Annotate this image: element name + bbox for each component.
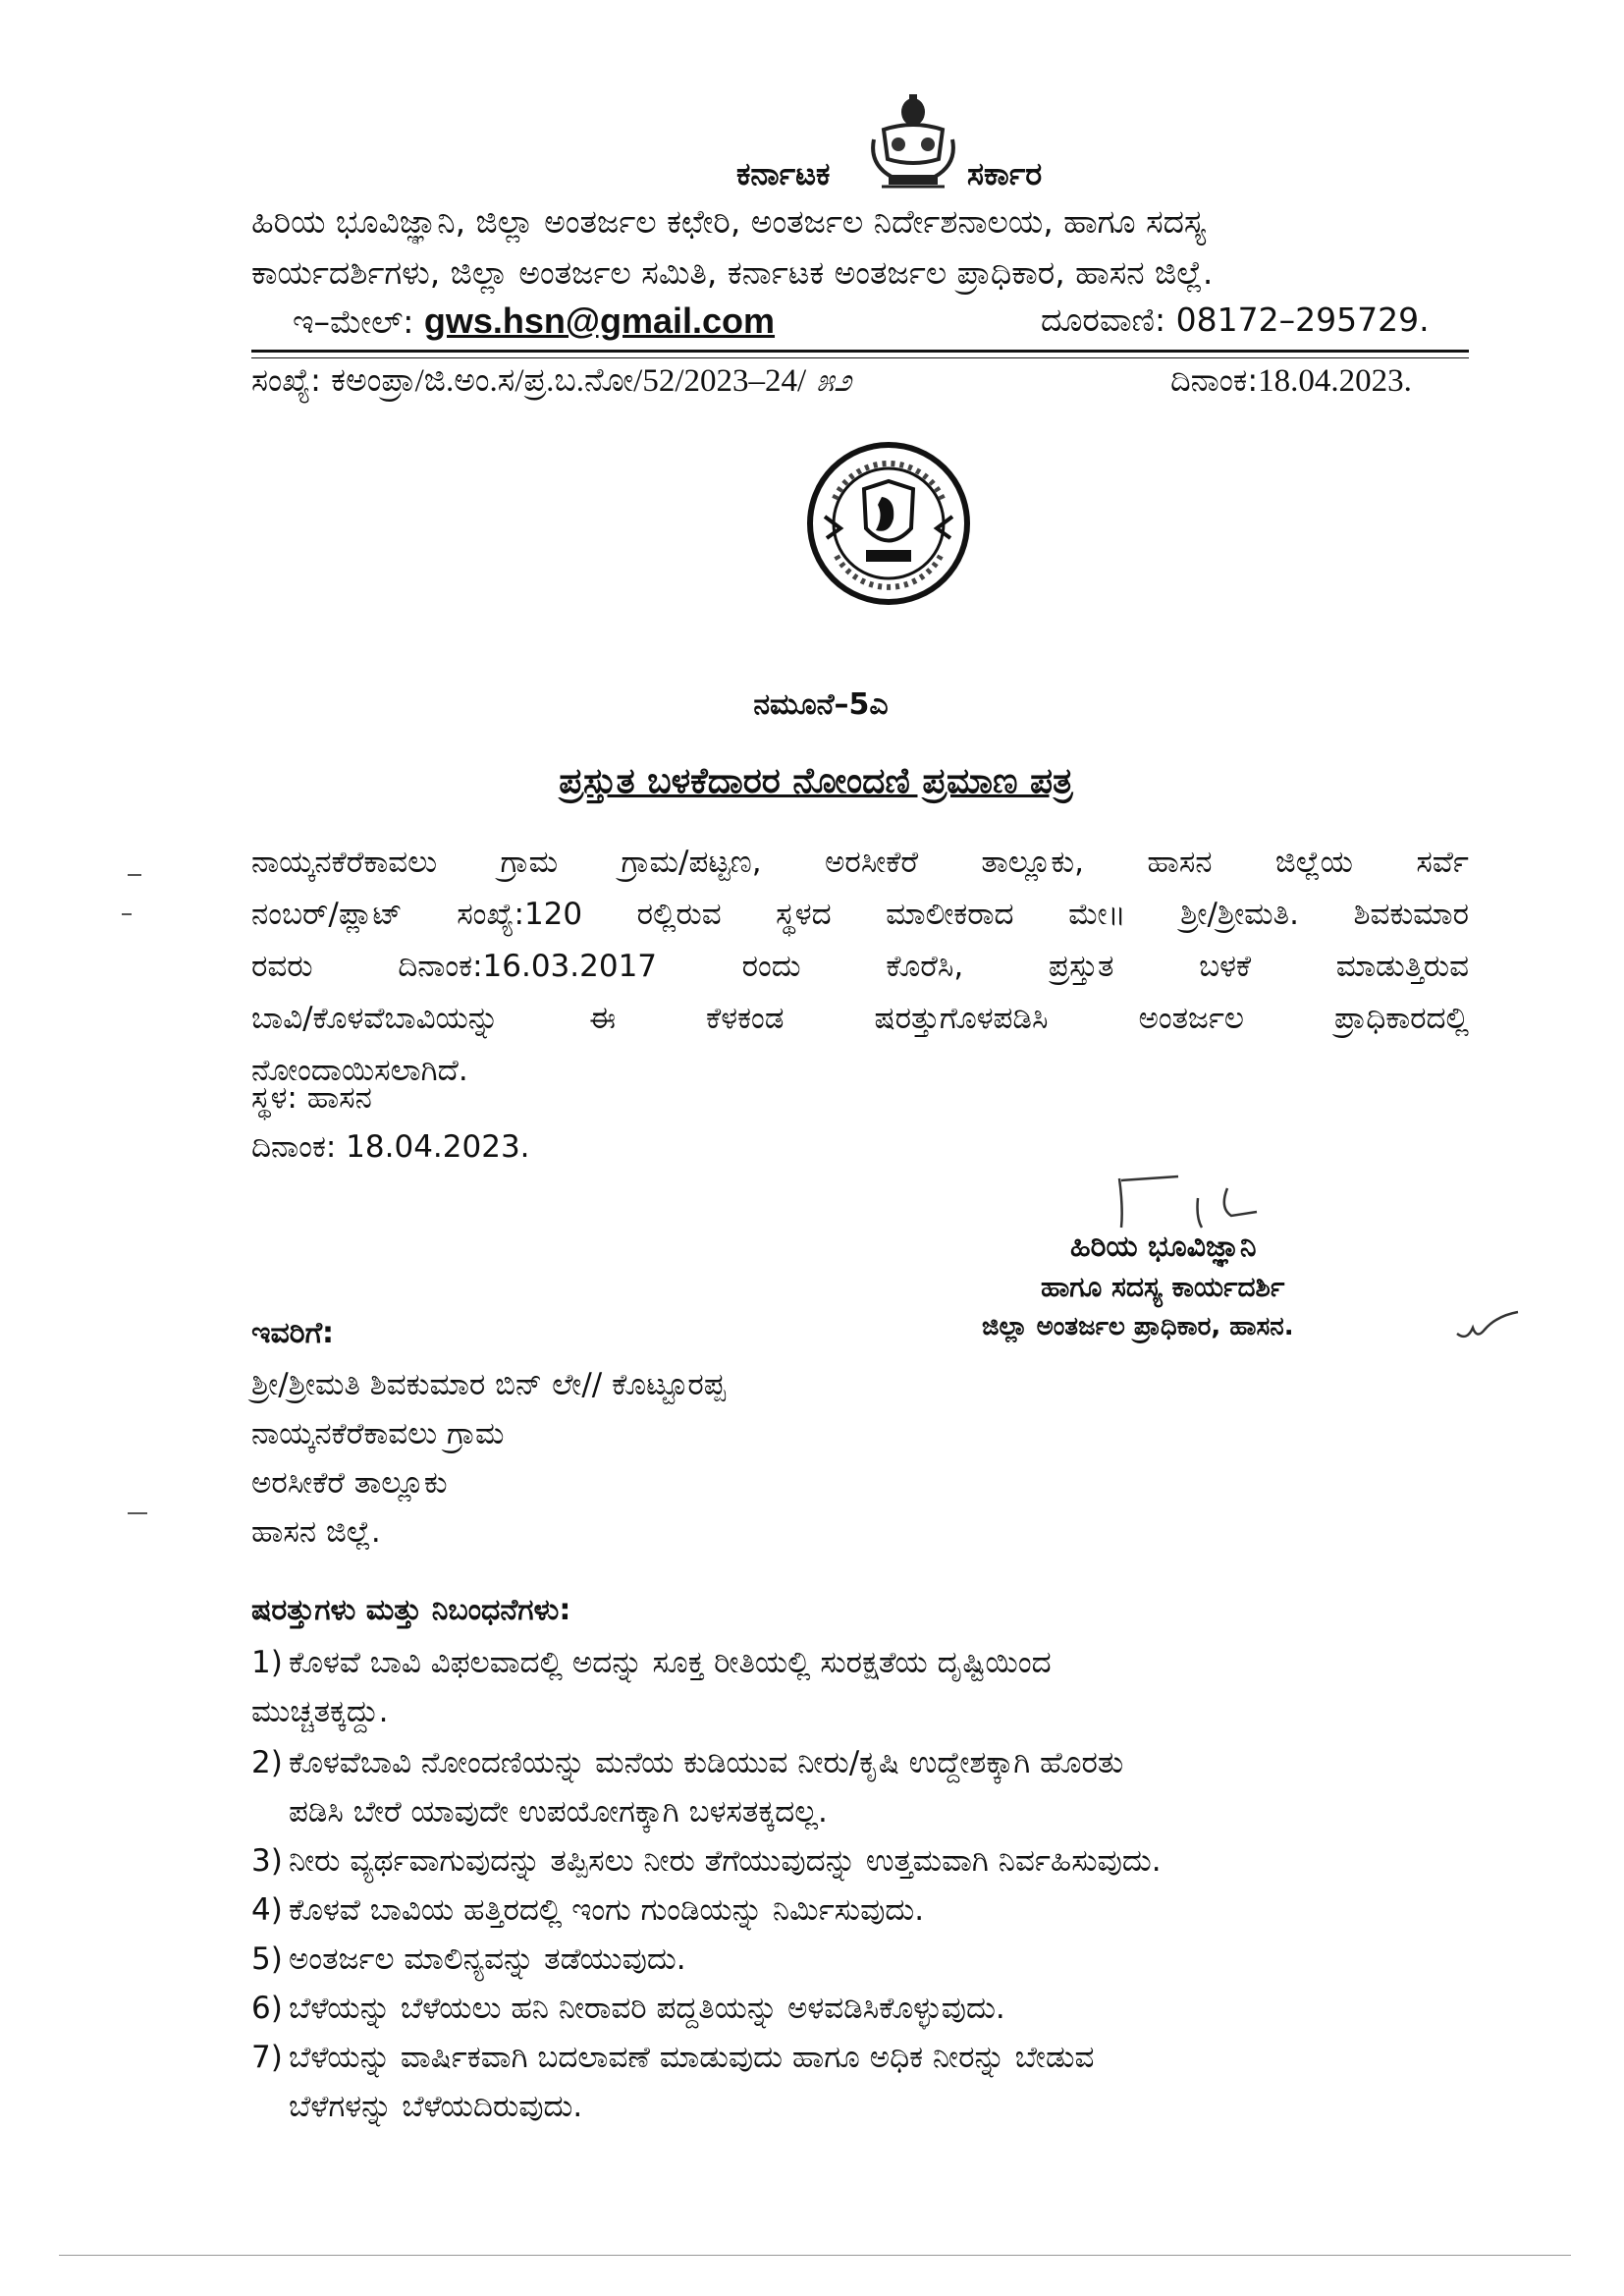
term-number: 4) bbox=[251, 1892, 283, 1928]
email-label: ಇ–ಮೇಲ್: bbox=[293, 302, 414, 341]
signatory-designation: ಹಿರಿಯ ಭೂವಿಜ್ಞಾನಿ bbox=[1070, 1230, 1257, 1264]
term-text: ಕೊಳವೆ ಬಾವಿ ವಿಫಲವಾದಲ್ಲಿ ಅದನ್ನು ಸೂಕ್ತ ರೀತಿಯಲ್ಲಿ ಸುರಕ್ಷತೆಯ ದೃಷ್ಟಿಯಿಂದ bbox=[289, 1645, 1052, 1680]
body-line-4: ಬಾವಿ/ಕೊಳವೆಬಾವಿಯನ್ನು ಈ ಕೆಳಕಂಡ ಷರತ್ತುಗೊಳಪಡಿಸಿ ಅಂತರ್ಜಲ ಪ್ರಾಧಿಕಾರದಲ್ಲಿ bbox=[251, 1001, 1469, 1036]
term-item-1 bbox=[251, 1638, 1489, 1736]
ref-value: ಕಅಂಪ್ರಾ/ಜಿ.ಅಂ.ಸ/ಪ್ರ.ಬ.ನೋ/52/2023–24/ bbox=[331, 363, 807, 399]
scan-mark bbox=[122, 913, 132, 915]
term-text-cont: ಪಡಿಸಿ ಬೇರೆ ಯಾವುದೇ ಉಪಯೋಗಕ್ಕಾಗಿ ಬಳಸತಕ್ಕದಲ್ಲ. bbox=[289, 1794, 828, 1830]
phone-label: ದೂರವಾಣಿ: bbox=[1041, 301, 1166, 339]
recipient-label: ಇವರಿಗೆ: bbox=[251, 1316, 335, 1350]
signatory-office: ಜಿಲ್ಲಾ ಅಂತರ್ಜಲ ಪ್ರಾಧಿಕಾರ, ಹಾಸನ. bbox=[982, 1312, 1294, 1341]
recipient-line-1: ಶ್ರೀ/ಶ್ರೀಮತಿ ಶಿವಕುಮಾರ ಬಿನ್ ಲೇ// ಕೊಟ್ಟೂರಪ್ಪ bbox=[251, 1367, 726, 1402]
office-line-1: ಹಿರಿಯ ಭೂವಿಜ್ಞಾನಿ, ಜಿಲ್ಲಾ ಅಂತರ್ಜಲ ಕಛೇರಿ, ಅಂತರ್ಜಲ ನಿರ್ದೇಶನಾಲಯ, ಹಾಗೂ ಸದಸ್ಯ bbox=[251, 202, 1207, 241]
term-number: 7) bbox=[251, 2040, 283, 2075]
term-item-5 bbox=[251, 1935, 1489, 1984]
recipient-line-2: ನಾಯ್ಕನಕೆರೆಕಾವಲು ಗ್ರಾಮ bbox=[251, 1416, 505, 1451]
scan-edge-line bbox=[59, 2255, 1571, 2256]
term-text: ಕೊಳವೆ ಬಾವಿಯ ಹತ್ತಿರದಲ್ಲಿ ಇಂಗು ಗುಂಡಿಯನ್ನು ನಿರ್ಮಿಸುವುದು. bbox=[289, 1892, 925, 1928]
header-divider-thin bbox=[251, 357, 1469, 358]
term-text: ಕೊಳವೆಬಾವಿ ನೋಂದಣಿಯನ್ನು ಮನೆಯ ಕುಡಿಯುವ ನೀರು/ಕೃಷಿ ಉದ್ದೇಶಕ್ಕಾಗಿ ಹೊರತು bbox=[289, 1745, 1124, 1780]
ref-label: ಸಂಖ್ಯೆ: bbox=[251, 361, 321, 399]
phone-row bbox=[1041, 301, 1430, 340]
date-of-issue: ದಿನಾಂಕ: 18.04.2023. bbox=[251, 1129, 530, 1165]
term-number: 6) bbox=[251, 1991, 283, 2026]
state-name-left: ಕರ್ನಾಟಕ bbox=[736, 155, 831, 192]
header-divider-thick bbox=[251, 350, 1469, 353]
terms-heading: ಷರತ್ತುಗಳು ಮತ್ತು ನಿಬಂಧನೆಗಳು: bbox=[251, 1593, 571, 1627]
term-number: 3) bbox=[251, 1843, 283, 1879]
body-line-3: ರವರು ದಿನಾಂಕ:16.03.2017 ರಂದು ಕೊರೆಸಿ, ಪ್ರಸ್ತುತ ಬಳಕೆ ಮಾಡುತ್ತಿರುವ bbox=[251, 949, 1469, 984]
ref-date-value: 18.04.2023. bbox=[1258, 363, 1412, 399]
office-line-2: ಕಾರ್ಯದರ್ಶಿಗಳು, ಜಿಲ್ಲಾ ಅಂತರ್ಜಲ ಸಮಿತಿ, ಕರ್ನಾಟಕ ಅಂತರ್ಜಲ ಪ್ರಾಧಿಕಾರ, ಹಾಸನ ಜಿಲ್ಲೆ. bbox=[251, 253, 1214, 292]
signature-block bbox=[982, 1169, 1512, 1355]
term-item-7 bbox=[251, 2033, 1489, 2131]
state-name-right: ಸರ್ಕಾರ bbox=[967, 155, 1043, 192]
certificate-body bbox=[251, 837, 1469, 1097]
term-item-2 bbox=[251, 1738, 1489, 1836]
reference-date bbox=[1170, 361, 1412, 400]
term-text-cont: ಬೆಳೆಗಳನ್ನು ಬೆಳೆಯದಿರುವುದು. bbox=[289, 2089, 583, 2124]
place-of-issue: ಸ್ಥಳ: ಹಾಸನ bbox=[251, 1080, 372, 1116]
body-line-1: ನಾಯ್ಕನಕೆರೆಕಾವಲು ಗ್ರಾಮ ಗ್ರಾಮ/ಪಟ್ಟಣ, ಅರಸೀಕೆರೆ ತಾಲ್ಲೂಕು, ಹಾಸನ ಜಿಲ್ಲೆಯ ಸರ್ವೆ bbox=[251, 845, 1469, 880]
term-text: ಅಂತರ್ಜಲ ಮಾಲಿನ್ಯವನ್ನು ತಡೆಯುವುದು. bbox=[289, 1941, 686, 1977]
initials-scribble-icon bbox=[1453, 1306, 1522, 1345]
term-number: 5) bbox=[251, 1941, 283, 1977]
document-title: ಪ್ರಸ್ತುತ ಬಳಕೆದಾರರ ನೋಂದಣಿ ಪ್ರಮಾಣ ಪತ್ರ bbox=[559, 761, 1073, 801]
term-number: 2) bbox=[251, 1745, 283, 1780]
authority-seal-icon bbox=[805, 440, 972, 607]
email-link[interactable]: gws.hsn@gmail.com bbox=[423, 301, 776, 341]
phone-number: 08172–295729. bbox=[1175, 301, 1430, 339]
state-emblem-icon bbox=[864, 90, 962, 193]
reference-number bbox=[251, 361, 851, 400]
term-text: ನೀರು ವ್ಯರ್ಥವಾಗುವುದನ್ನು ತಪ್ಪಿಸಲು ನೀರು ತೆಗೆಯುವುದನ್ನು ಉತ್ತಮವಾಗಿ ನಿರ್ವಹಿಸುವುದು. bbox=[289, 1843, 1162, 1879]
handwritten-signature-icon bbox=[1110, 1169, 1286, 1237]
recipient-line-4: ಹಾಸನ ಜಿಲ್ಲೆ. bbox=[251, 1514, 381, 1550]
ref-date-label: ದಿನಾಂಕ: bbox=[1170, 361, 1259, 399]
term-text-cont: ಮುಚ್ಚತಕ್ಕದ್ದು. bbox=[251, 1694, 389, 1729]
term-item-4 bbox=[251, 1886, 1489, 1935]
body-line-5: ನೋಂದಾಯಿಸಲಾಗಿದೆ. bbox=[251, 1053, 468, 1088]
term-text: ಬೆಳೆಯನ್ನು ಬೆಳೆಯಲು ಹನಿ ನೀರಾವರಿ ಪದ್ದತಿಯನ್ನು ಅಳವಡಿಸಿಕೊಳ್ಳುವುದು. bbox=[289, 1991, 1005, 2026]
email-row bbox=[293, 301, 775, 342]
scan-mark bbox=[128, 874, 141, 876]
term-item-3 bbox=[251, 1836, 1489, 1886]
form-number: ನಮೂನೆ–5ಎ bbox=[753, 687, 889, 722]
scan-mark bbox=[128, 1512, 147, 1514]
recipient-line-3: ಅರಸೀಕೆರೆ ತಾಲ್ಲೂಕು bbox=[251, 1465, 448, 1501]
ref-handwritten-suffix: ೫೨ bbox=[816, 361, 852, 399]
signatory-role: ಹಾಗೂ ಸದಸ್ಯ ಕಾರ್ಯದರ್ಶಿ bbox=[1041, 1271, 1285, 1303]
body-line-2: ನಂಬರ್/ಪ್ಲಾಟ್ ಸಂಖ್ಯೆ:120 ರಲ್ಲಿರುವ ಸ್ಥಳದ ಮಾಲೀಕರಾದ ಮೇ॥ ಶ್ರೀ/ಶ್ರೀಮತಿ. ಶಿವಕುಮಾರ bbox=[251, 897, 1469, 932]
term-number: 1) bbox=[251, 1645, 283, 1680]
term-text: ಬೆಳೆಯನ್ನು ವಾರ್ಷಿಕವಾಗಿ ಬದಲಾವಣೆ ಮಾಡುವುದು ಹಾಗೂ ಅಧಿಕ ನೀರನ್ನು ಬೇಡುವ bbox=[289, 2040, 1095, 2075]
term-item-6 bbox=[251, 1984, 1489, 2033]
